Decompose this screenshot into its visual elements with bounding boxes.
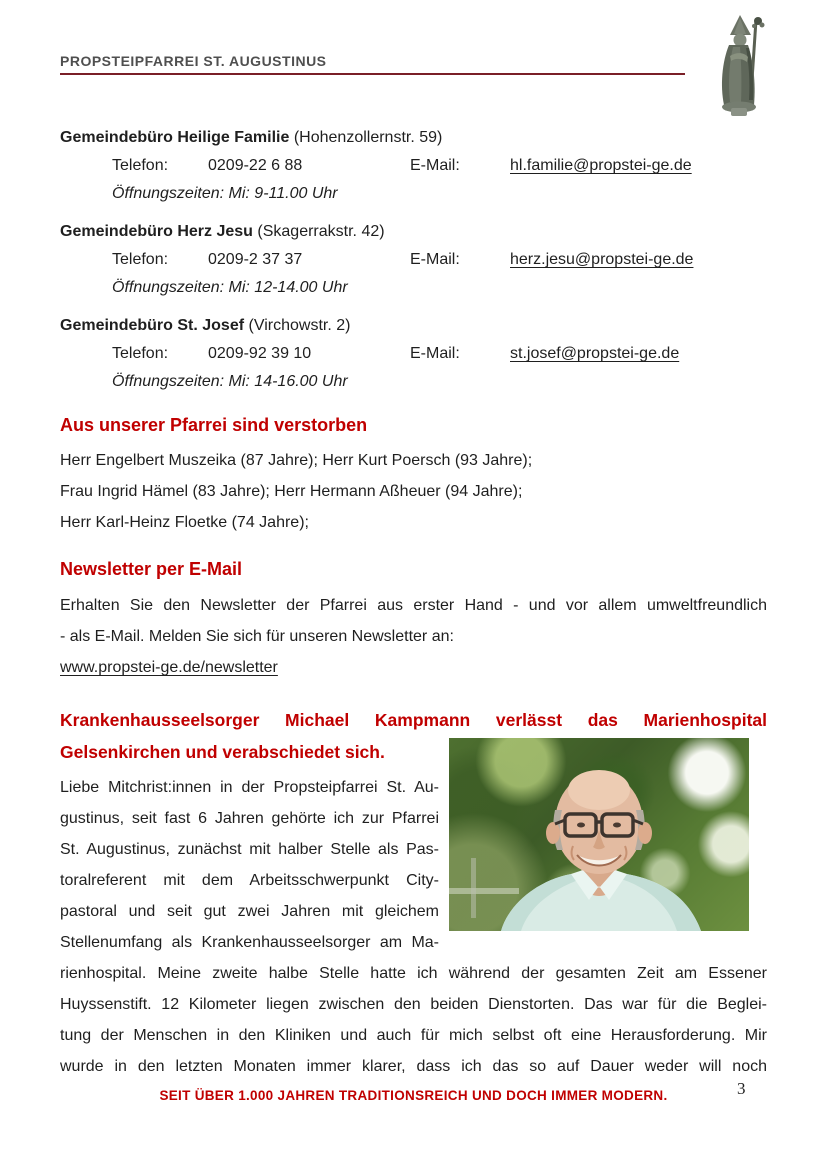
- deceased-line: Herr Karl-Heinz Floetke (74 Jahre);: [60, 514, 309, 531]
- article-heading-line1: Krankenhausseelsorger Michael Kampmann verlässt das Marienhospital: [60, 710, 767, 730]
- office-address: (Skagerrakstr. 42): [257, 223, 385, 240]
- contact-block: [60, 312, 767, 396]
- opening-hours: Öffnungszeiten: Mi: 12-14.00 Uhr: [112, 279, 348, 296]
- phone-label: Telefon:: [112, 157, 169, 174]
- page-title: PROPSTEIPFARREI ST. AUGUSTINUS: [60, 53, 327, 69]
- office-address: (Hohenzollernstr. 59): [293, 129, 443, 146]
- kampmann-portrait-photo: [449, 738, 749, 931]
- article-body-line: gustinus, seit fast 6 Jahren gehörte ich zur Pfarrei: [60, 810, 439, 827]
- office-name: Gemeindebüro Heilige Familie: [60, 129, 290, 146]
- contact-title: [60, 218, 767, 246]
- phone-number: 0209-22 6 88: [208, 157, 303, 174]
- phone-number: 0209-2 37 37: [208, 251, 303, 268]
- article-body-full-width: [60, 958, 767, 1082]
- footer-slogan: SEIT ÜBER 1.000 JAHREN TRADITIONSREICH UND DOCH IMMER MODERN.: [159, 1088, 668, 1103]
- contact-title: [60, 312, 767, 340]
- office-name: Gemeindebüro St. Josef: [60, 317, 245, 334]
- article-body-left-column: [60, 772, 439, 958]
- newsletter-heading: Newsletter per E-Mail: [60, 559, 243, 579]
- article-body-line: Stellenumfang als Krankenhausseelsorger am Ma-: [60, 934, 439, 951]
- article-body-line: pastoral und seit gut zwei Jahren mit gleichem: [60, 903, 439, 920]
- contact-block: [60, 124, 767, 208]
- newsletter-line: Erhalten Sie den Newsletter der Pfarrei aus erster Hand - und vor allem umweltfreundlich: [60, 597, 767, 614]
- contact-section: [60, 124, 767, 396]
- office-name: Gemeindebüro Herz Jesu: [60, 223, 253, 240]
- article-body-line: rienhospital. Meine zweite halbe Stelle hatte ich während der gesamten Zeit am Essener: [60, 965, 767, 982]
- email-label: E-Mail:: [410, 345, 460, 362]
- article-body-line: Huyssenstift. 12 Kilometer liegen zwischen den beiden Dienstorten. Das war für die Beglei-: [60, 996, 767, 1013]
- article-body-line: Liebe Mitchrist:innen in der Propsteipfarrei St. Au-: [60, 779, 439, 796]
- contact-block: [60, 218, 767, 302]
- header-rule: [60, 73, 685, 75]
- article-body-line: tung der Menschen in den Kliniken und auch für mich selbst oft eine Herausforderung. Mir: [60, 1027, 767, 1044]
- opening-hours: Öffnungszeiten: Mi: 14-16.00 Uhr: [112, 373, 348, 390]
- article-body-line: St. Augustinus, zunächst mit halber Stelle als Pas-: [60, 841, 439, 858]
- phone-email-row: [60, 340, 767, 368]
- page-number: 3: [737, 1079, 746, 1098]
- augustinus-statue-image: [703, 12, 781, 118]
- newsletter-paragraph: [60, 590, 767, 683]
- email-link[interactable]: herz.jesu@propstei-ge.de: [510, 251, 694, 268]
- email-label: E-Mail:: [410, 157, 460, 174]
- newsletter-section: [60, 556, 767, 683]
- phone-label: Telefon:: [112, 345, 169, 362]
- phone-label: Telefon:: [112, 251, 169, 268]
- newsletter-line: - als E-Mail. Melden Sie sich für unseren Newsletter an:: [60, 628, 454, 645]
- phone-number: 0209-92 39 10: [208, 345, 312, 362]
- email-link[interactable]: hl.familie@propstei-ge.de: [510, 157, 692, 174]
- deceased-line: Frau Ingrid Hämel (83 Jahre); Herr Hermann Aßheuer (94 Jahre);: [60, 483, 523, 500]
- article-body-line: wurde in den letzten Monaten immer klarer, dass ich das so auf Dauer weder will noch: [60, 1058, 767, 1075]
- opening-hours: Öffnungszeiten: Mi: 9-11.00 Uhr: [112, 185, 338, 202]
- office-address: (Virchowstr. 2): [248, 317, 351, 334]
- email-link[interactable]: st.josef@propstei-ge.de: [510, 345, 680, 362]
- deceased-heading: Aus unserer Pfarrei sind verstorben: [60, 415, 368, 435]
- page-header: [60, 0, 767, 75]
- contact-title: [60, 124, 767, 152]
- bishop-statue-icon: [703, 12, 781, 118]
- phone-email-row: [60, 152, 767, 180]
- portrait-man-glasses-icon: [449, 738, 749, 931]
- email-label: E-Mail:: [410, 251, 460, 268]
- article-body-line: toralreferent mit dem Arbeitsschwerpunkt City-: [60, 872, 439, 889]
- deceased-list: [60, 445, 767, 538]
- article-heading-line2: Gelsenkirchen und verabschiedet sich.: [60, 742, 385, 762]
- newsletter-link[interactable]: www.propstei-ge.de/newsletter: [60, 659, 278, 676]
- phone-email-row: [60, 246, 767, 274]
- deceased-section: [60, 412, 767, 538]
- deceased-line: Herr Engelbert Muszeika (87 Jahre); Herr Kurt Poersch (93 Jahre);: [60, 452, 533, 469]
